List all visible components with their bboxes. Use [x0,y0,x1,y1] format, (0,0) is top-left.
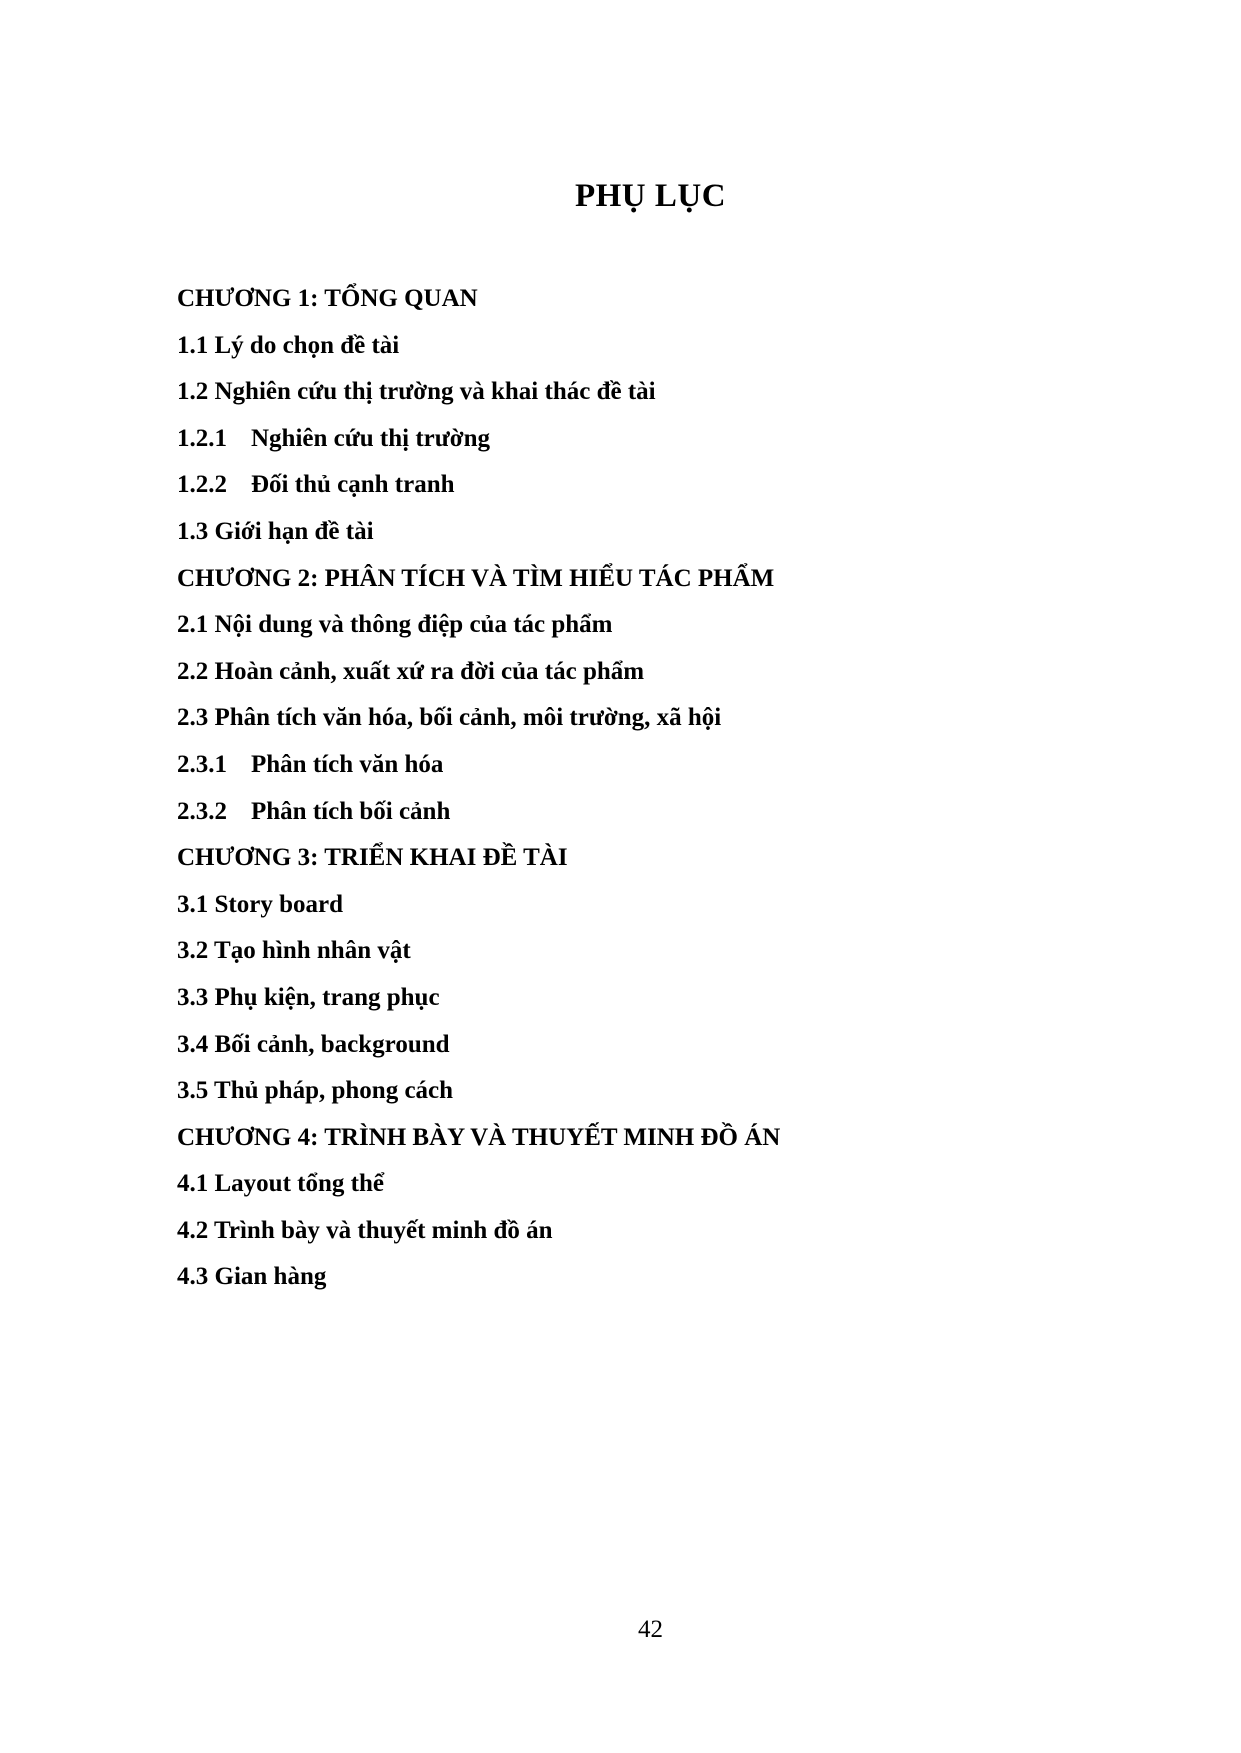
toc-entry-3-5 [177,1071,1177,1118]
toc-entry-text: 3.5 Thủ pháp, phong cách [177,1077,454,1105]
toc-entry-number: 1.2.2 [177,471,227,499]
toc-entry-1-2-1 [177,419,1177,466]
page-title: PHỤ LỤC [574,178,727,214]
toc-entry-text: 3.1 Story board [177,890,343,918]
toc-entry-text: 2.3 Phân tích văn hóa, bối cảnh, môi trường, xã hội [177,704,722,732]
toc-entry-4-2 [177,1211,1177,1258]
toc-entry-text: CHƯƠNG 2: PHÂN TÍCH VÀ TÌM HIỂU TÁC PHẨM [177,564,775,592]
toc-entry-text: 4.3 Gian hàng [177,1263,327,1291]
toc-entry-number: 1.2.1 [177,424,227,452]
toc-entry-2-1 [177,605,1177,652]
toc-entry-chapter-3 [177,838,1177,885]
toc-entry-3-4 [177,1025,1177,1072]
toc-entry-text: 2.2 Hoàn cảnh, xuất xứ ra đời của tác phẩm [177,657,645,685]
toc-entry-text: 3.3 Phụ kiện, trang phục [177,983,440,1011]
toc-entry-1-3 [177,512,1177,559]
toc-entry-text: Nghiên cứu thị trường [251,424,491,452]
toc-entry-3-3 [177,978,1177,1025]
toc-entry-number: 2.3.2 [177,797,227,825]
toc-entry-2-3-1 [177,745,1177,792]
toc-entry-2-2 [177,652,1177,699]
toc-entry-1-2 [177,372,1177,419]
toc-entry-text: 3.4 Bối cảnh, background [177,1030,450,1058]
toc-entry-chapter-2 [177,559,1177,606]
toc-entry-1-2-2 [177,465,1177,512]
toc-entry-text: 4.2 Trình bày và thuyết minh đồ án [177,1216,553,1244]
toc-entry-2-3-2 [177,792,1177,839]
toc-entry-4-1 [177,1164,1177,1211]
toc-entry-text: 1.1 Lý do chọn đề tài [177,331,400,359]
toc-entry-text: 3.2 Tạo hình nhân vật [177,937,411,965]
toc-entry-3-1 [177,885,1177,932]
toc-entry-text: 2.1 Nội dung và thông điệp của tác phẩm [177,611,613,639]
toc-entry-text: CHƯƠNG 1: TỔNG QUAN [177,285,478,312]
toc-entry-text: 1.2 Nghiên cứu thị trường và khai thác đề tài [177,378,656,406]
toc-entry-text: Đối thủ cạnh tranh [251,471,455,499]
toc-entry-text: 1.3 Giới hạn đề tài [177,517,374,545]
toc-entry-number: 2.3.1 [177,750,227,778]
toc-entry-text: Phân tích văn hóa [251,750,444,778]
toc-entry-text: CHƯƠNG 3: TRIỂN KHAI ĐỀ TÀI [177,844,568,872]
toc-entry-3-2 [177,931,1177,978]
page-number: 42 [638,1616,663,1643]
toc-entry-text: Phân tích bối cảnh [251,797,451,825]
toc-entry-chapter-4 [177,1118,1177,1165]
toc-entry-1-1 [177,326,1177,373]
toc-entry-text: CHƯƠNG 4: TRÌNH BÀY VÀ THUYẾT MINH ĐỒ ÁN [177,1123,781,1151]
table-of-contents [177,279,1177,1304]
toc-entry-text: 4.1 Layout tổng thể [177,1170,384,1198]
toc-entry-2-3 [177,698,1177,745]
toc-entry-chapter-1 [177,279,1177,326]
toc-entry-4-3 [177,1257,1177,1304]
